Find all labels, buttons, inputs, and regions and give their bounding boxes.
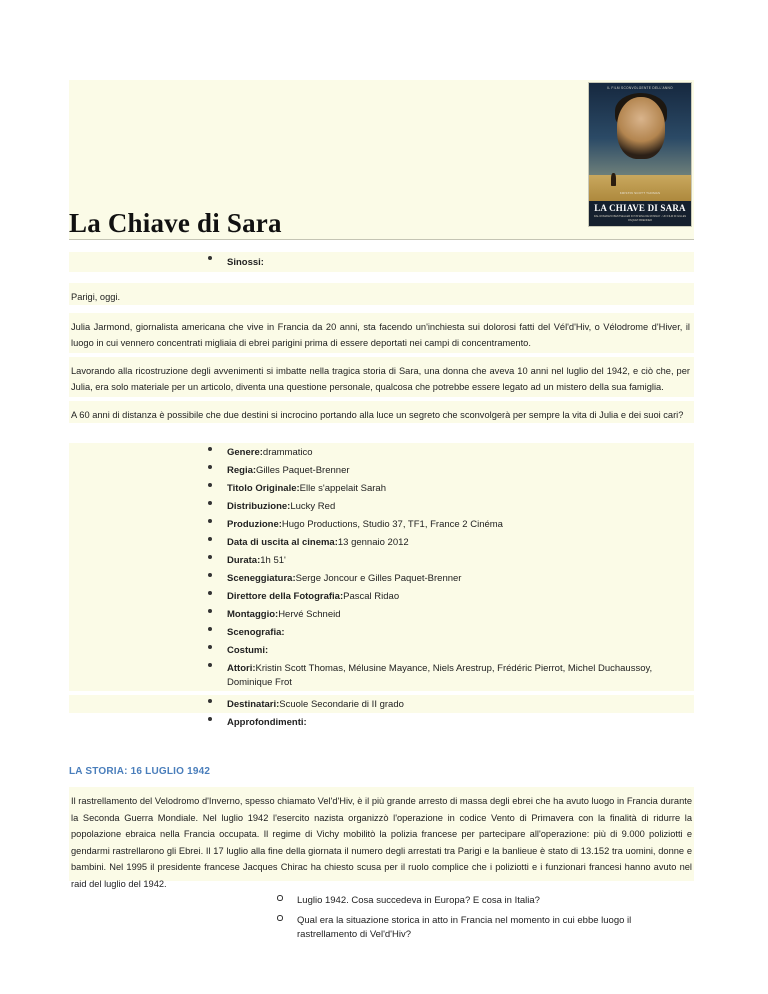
movie-poster-image (588, 82, 692, 227)
poster-child-silhouette (611, 173, 616, 186)
question-text: Qual era la situazione storica in atto in Francia nel momento in cui ebbe luogo il rastrellamento di Vel'd'Hiv? (297, 915, 632, 940)
credit-value: Scuole Secondarie di II grado (279, 699, 404, 710)
credit-label: Titolo Originale: (227, 483, 300, 494)
credit-label: Costumi: (227, 645, 269, 656)
page-title: La Chiave di Sara (69, 208, 282, 239)
credit-value: Hugo Productions, Studio 37, TF1, France 2 Cinéma (281, 519, 503, 530)
credit-row-approfondimenti (69, 713, 694, 731)
credit-value: Gilles Paquet-Brenner (256, 465, 350, 476)
story-section-title: LA STORIA: 16 LUGLIO 1942 (69, 766, 211, 777)
credit-label: Montaggio: (227, 609, 279, 620)
bullet-icon (208, 609, 212, 613)
credit-row-durata (69, 551, 694, 569)
bullet-icon (208, 501, 212, 505)
credit-label: Produzione: (227, 519, 282, 530)
credit-label: Durata: (227, 555, 261, 566)
synopsis-heading-row (69, 252, 694, 272)
hollow-bullet-icon (277, 915, 283, 921)
credit-row-regia (69, 461, 694, 479)
bullet-icon (208, 447, 212, 451)
bullet-icon (208, 663, 212, 667)
credit-row-costumi (69, 641, 694, 659)
credit-row-produzione (69, 515, 694, 533)
credit-row-fotografia (69, 587, 694, 605)
bullet-icon (208, 465, 212, 469)
credit-label: Sceneggiatura: (227, 573, 296, 584)
bullet-icon (208, 483, 212, 487)
credit-row-sceneggiatura (69, 569, 694, 587)
title-divider (69, 239, 694, 240)
credit-label: Data di uscita al cinema: (227, 537, 338, 548)
credit-value: Elle s'appelait Sarah (299, 483, 386, 494)
credit-label: Approfondimenti: (227, 717, 307, 728)
poster-tagline: IL FILM SCONVOLGENTE DELL'ANNO (607, 86, 673, 90)
synopsis-paragraph-4: A 60 anni di distanza è possibile che due destini si incrocino portando alla luce un segreto che sconvolgerà per sempre la vita di Julia e dei suoi cari? (69, 401, 694, 423)
credit-label: Genere: (227, 447, 263, 458)
bullet-icon (208, 573, 212, 577)
credit-label: Direttore della Fotografia: (227, 591, 344, 602)
credit-value: 1h 51' (260, 555, 286, 566)
story-paragraph: Il rastrellamento del Velodromo d'Inverno, spesso chiamato Vel'd'Hiv, è il più grande arresto di massa degli ebrei che ha avuto luogo in Francia durante la Seconda Guerra Mondiale. Nel luglio 1942 l'esercito nazista organizzò l'operazione in codice Vento di Primavera con la finalità di ridurre la popolazione ebraica nella Francia occupata. Il regime di Vichy mobilitò la polizia francese per partecipare all'operazione: più di 9.000 poliziotti e gendarmi rastrellarono gli Ebrei. Il 17 luglio alla fine della giornata il numero degli arrestati tra Parigi e la banlieue è stato di 13.152 tra uomini, donne e bambini. Nel 1995 il presidente francese Jacques Chirac ha chiesto scusa per il ruolo complice che i poliziotti e i funzionari francesi hanno avuto nel raid del luglio del 1942. (69, 787, 694, 881)
credit-row-attori (69, 659, 694, 691)
synopsis-label: Sinossi: (227, 257, 264, 268)
credit-row-destinatari (69, 695, 694, 713)
bullet-icon (208, 645, 212, 649)
credit-value: 13 gennaio 2012 (337, 537, 409, 548)
bullet-icon (208, 627, 212, 631)
credit-row-distribuzione (69, 497, 694, 515)
credit-label: Attori: (227, 663, 256, 674)
bullet-icon (208, 537, 212, 541)
poster-credits: KRISTIN SCOTT THOMAS (619, 191, 661, 195)
credit-label: Regia: (227, 465, 257, 476)
credit-value: Hervé Schneid (278, 609, 341, 620)
question-text: Luglio 1942. Cosa succedeva in Europa? E cosa in Italia? (297, 895, 540, 906)
synopsis-paragraph-1: Parigi, oggi. (69, 283, 694, 305)
credit-row-montaggio (69, 605, 694, 623)
credit-label: Destinatari: (227, 699, 280, 710)
bullet-icon (208, 591, 212, 595)
credit-row-scenografia (69, 623, 694, 641)
credit-value: Pascal Ridao (343, 591, 400, 602)
credit-label: Distribuzione: (227, 501, 291, 512)
poster-subtitle: DAL ROMANZO BESTSELLER DI TATIANA DE ROSNAY - UN FILM DI GILLES PAQUET-BRENNER (593, 215, 687, 222)
credit-value: drammatico (262, 447, 313, 458)
credit-row-genere (69, 443, 694, 461)
bullet-icon (208, 555, 212, 559)
hollow-bullet-icon (277, 895, 283, 901)
poster-face-shape (617, 97, 665, 159)
credit-row-titolo-originale (69, 479, 694, 497)
credit-row-data-uscita (69, 533, 694, 551)
credit-value: Kristin Scott Thomas, Mélusine Mayance, Niels Arestrup, Frédéric Pierrot, Michel Duchaussoy, Dominique Frot (227, 663, 653, 688)
poster-title: LA CHIAVE DI SARA (594, 203, 686, 213)
question-row-1 (69, 891, 694, 909)
credit-value: Serge Joncour e Gilles Paquet-Brenner (295, 573, 462, 584)
credit-value: Lucky Red (290, 501, 336, 512)
synopsis-paragraph-2: Julia Jarmond, giornalista americana che vive in Francia da 20 anni, sta facendo un'inchiesta sui dolorosi fatti del Vél'd'Hiv, o Vélodrome d'Hiver, il luogo in cui vennero concentrati migliaia di ebrei parigini prima di essere deportati nei campi di concentramento. (69, 313, 694, 353)
bullet-icon (208, 717, 212, 721)
bullet-icon (208, 699, 212, 703)
bullet-icon (208, 519, 212, 523)
bullet-icon (208, 256, 212, 260)
synopsis-paragraph-3: Lavorando alla ricostruzione degli avvenimenti si imbatte nella tragica storia di Sara, una donna che aveva 10 anni nel luglio del 1942, e ciò che, per Julia, era solo materiale per un articolo, diventa una questione personale, qualcosa che potrebbe essere legato ad un mistero della sua famiglia. (69, 357, 694, 397)
credit-label: Scenografia: (227, 627, 285, 638)
question-row-2 (69, 911, 694, 940)
